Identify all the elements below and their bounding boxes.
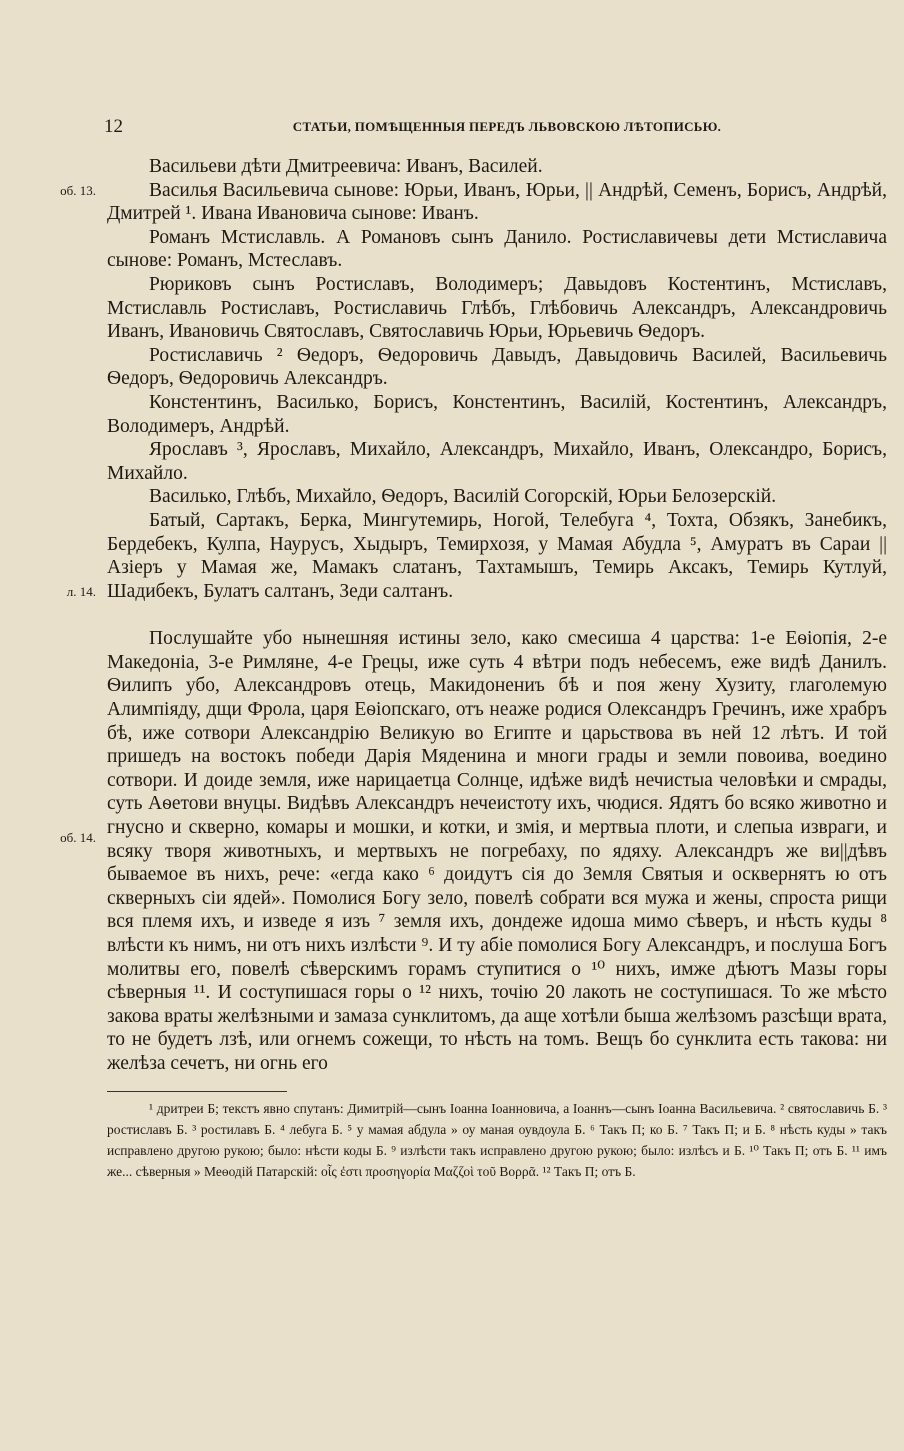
footnotes (107, 1098, 887, 1182)
margin-note-folio-13v: об. 13. (60, 183, 96, 198)
paragraph: Васильеви дѣти Дмитреевича: Иванъ, Василей. (149, 156, 543, 177)
paragraph: Романъ Мстиславль. А Романовъ сынъ Данило. Ростиславичевы дети Мстиславича сынове: Романъ, Мстеславъ. (107, 226, 887, 272)
paragraph: Ростиславичь ² Ѳедоръ, Ѳедоровичь Давыдъ, Давыдовичь Василей, Васильевичь Ѳедоръ, Ѳедоровичь Александръ. (107, 344, 887, 390)
paragraph: Ярославъ ³, Ярославъ, Михайло, Александръ, Михайло, Иванъ, Олександро, Борисъ, Михайло. (107, 439, 887, 484)
paragraph: Василько, Глѣбъ, Михайло, Ѳедоръ, Василій Согорскій, Юрьи Белозерскій. (149, 486, 777, 508)
paragraph: Рюриковъ сынъ Ростиславъ, Володимеръ; Давыдовъ Костентинъ, Мстиславъ, Мстиславль Ростиславъ, Ростиславичь Глѣбъ, Глѣбовичь Александръ, Александровичь Иванъ, Ивановичь Святославъ, Святославичь Юрьи, Юрьевичь Ѳедоръ. (107, 273, 887, 343)
footnote-rule (107, 1091, 287, 1092)
running-header: СТАТЬИ, ПОМѢЩЕННЫЯ ПЕРЕДЪ ЛЬВОВСКОЮ ЛѢТОПИСЬЮ. (292, 119, 722, 134)
footnote-text: ¹ дритреи Б; текстъ явно спутанъ: Димитрій—сынъ Іоанна Іоанновича, а Іоаннъ—сынъ Іоанна Васильевича. ² святославичь Б. ³ ростиславъ Б. ³ ростилавъ Б. ⁴ лебуга Б. ⁵ у мамая абдула » оу маная оувдоула Б. ⁶ Такъ П; ко Б. ⁷ Такъ П; и Б. ⁸ нѣсть куды » такъ исправлено другою рукою; было: нѣсти коды Б. ⁹ излѣсти такъ исправлено другою рукою; было: излѣсъ и Б. ¹⁰ Такъ П; отъ Б. ¹¹ имъ же... сѣверныя » Меѳодій Патарскій: οἷς ἐστι προσηγορία Μαζζοὶ τοῦ Βορρᾶ. ¹² Такъ П; отъ Б. (107, 1101, 887, 1179)
paragraph-gap (107, 603, 887, 627)
page-number: 12 (104, 116, 123, 137)
main-text (107, 155, 887, 1076)
paragraph: Батый, Сартакъ, Берка, Мингутемирь, Ногой, Телебуга ⁴, Тохта, Обзякъ, Занебикъ, Бердебекъ, Кулпа, Наурусъ, Хыдыръ, Темирхозя, у Мамая Абудла ⁵, Амуратъ въ Сараи ||Азіеръ у Мамая же, Мамакъ слатанъ, Тахтамышъ, Темирь Аксакъ, Темирь Кутлуй, Шадибекъ, Булатъ салтанъ, Зеди салтанъ. (107, 509, 887, 602)
paragraph: Послушайте убо нынешняя истины зело, како смесиша 4 царства: 1-е Еѳіопія, 2-е Македоніа, 3-е Римляне, 4-е Грецы, иже суть 4 вѣтри подъ небесемъ, еже видѣ Данилъ. Ѳилипъ убо, Александровъ отець, Макидонениъ бѣ и поя жену Хузиту, глаголемую Алимпіяду, дщи Фрола, царя Еѳіопскаго, отъ неаже родися Олександръ Гречинъ, иже храбръ бѣ, иже сотвори Александрію Великую во Египте и царьствова въ ней 12 лѣтъ. И той пришедъ на востокъ победи Дарія Мяденина и многи грады и земли повоива, воедино сотвори. И доиде земля, иже нарицаетца Солнце, идѣже видѣ нечистыа человѣки и смрады, суть Аѳетови внуцы. Видѣвъ Александръ нечеистоту ихъ, чюдися. Ядятъ бо всяко животно и гнусно и скверно, комары и мошки, и котки, и змія, и мертвыа плоти, и слепыа извраги, и всяку творя животныхъ, и мертвыхъ не погребаху, по ядяху. Александръ же ви||дѣвъ бываемое въ нихъ, рече: «егда како ⁶ доидутъ сія до Земля Святыя и осквернятъ ю отъ скверныхъ сіи ядей». Помолися Богу зело, повелѣ собрати вся мужа и жены, спроста рищи вся племя ихъ, и изведе я изъ ⁷ земля ихъ, дондеже идоша мимо сѣверъ, и нѣсть куды ⁸ влѣсти къ нимъ, ни отъ нихъ излѣсти ⁹. И ту абіе помолися Богу Александръ, и послуша Богъ молитвы его, повелѣ сѣверскимъ горамъ ступитися о ¹⁰ нихъ, имже дѣютъ Мазы горы сѣверныя ¹¹. И соступишася горы о ¹² нихъ, точію 20 лакоть не соступишася. То же мѣсто закова враты желѣзными и замаза сунклитомъ, да аще хотѣли быша желѣзомъ разсѣщи врата, то не будетъ лзѣ, или огнемъ сожещи, то нѣсть на томъ. Вещъ бо сунклита есть такова: ни желѣза сечетъ, ни огнь его (107, 628, 887, 1074)
paragraph: Василья Васильевича сынове: Юрьи, Иванъ, Юрьи, || Андрѣй, Семенъ, Борисъ, Андрѣй, Дмитрей ¹. Ивана Ивановича сынове: Иванъ. (107, 179, 887, 225)
paragraph: Констентинъ, Василько, Борисъ, Констентинъ, Василій, Костентинъ, Александръ, Володимеръ, Андрѣй. (107, 391, 887, 437)
margin-note-folio-14: л. 14. (66, 584, 96, 599)
margin-note-folio-14v: об. 14. (60, 830, 96, 845)
